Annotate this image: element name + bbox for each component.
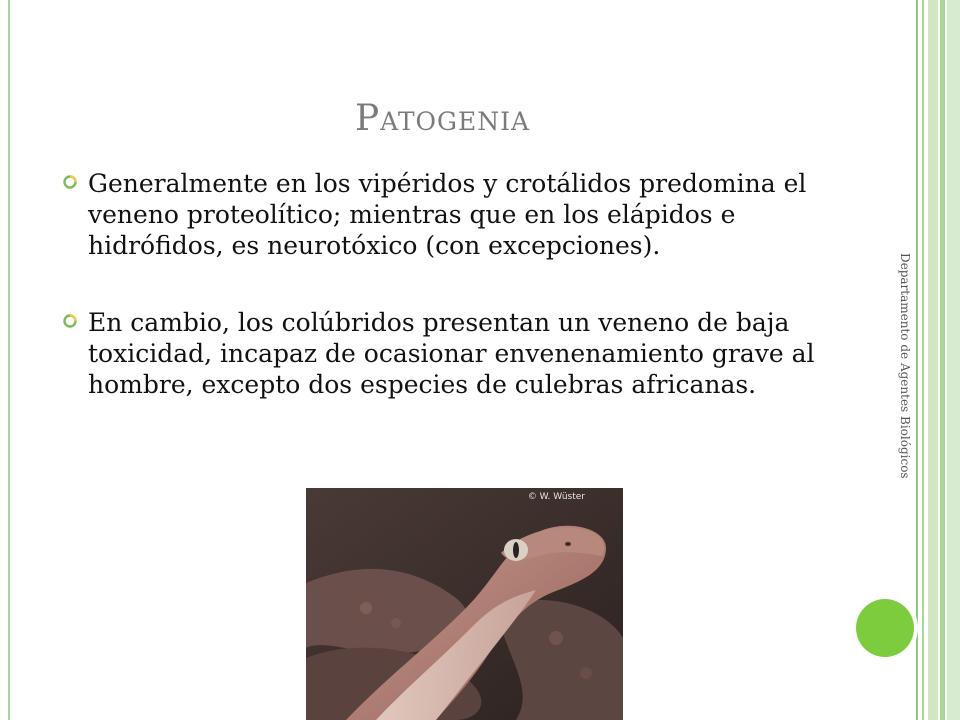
bullet-ring-icon [62,313,78,329]
bullet-text: En cambio, los colúbridos presentan un veneno de baja toxicidad, incapaz de ocasionar envenenamiento grave al hombre, excepto dos especies de culebras africanas. [88,308,815,399]
bullet-ring-icon [62,174,78,190]
photo-credit: © W. Wüster [527,492,585,502]
snake-photo [306,488,623,720]
slide-title: Patogenia [354,98,531,139]
bullet-list [62,168,837,446]
bullet-text: Generalmente en los vipéridos y crotálidos predomina el veneno proteolítico; mientras que en los elápidos e hidrófidos, es neurotóxico (con excepciones). [88,169,807,260]
snake-illustration [306,488,623,720]
bullet-item [62,307,837,400]
bullet-item [62,168,837,261]
side-caption: Departamento de Agentes Biológicos [898,253,912,479]
green-circle-decoration [856,599,914,657]
right-decorative-bars [916,0,960,720]
